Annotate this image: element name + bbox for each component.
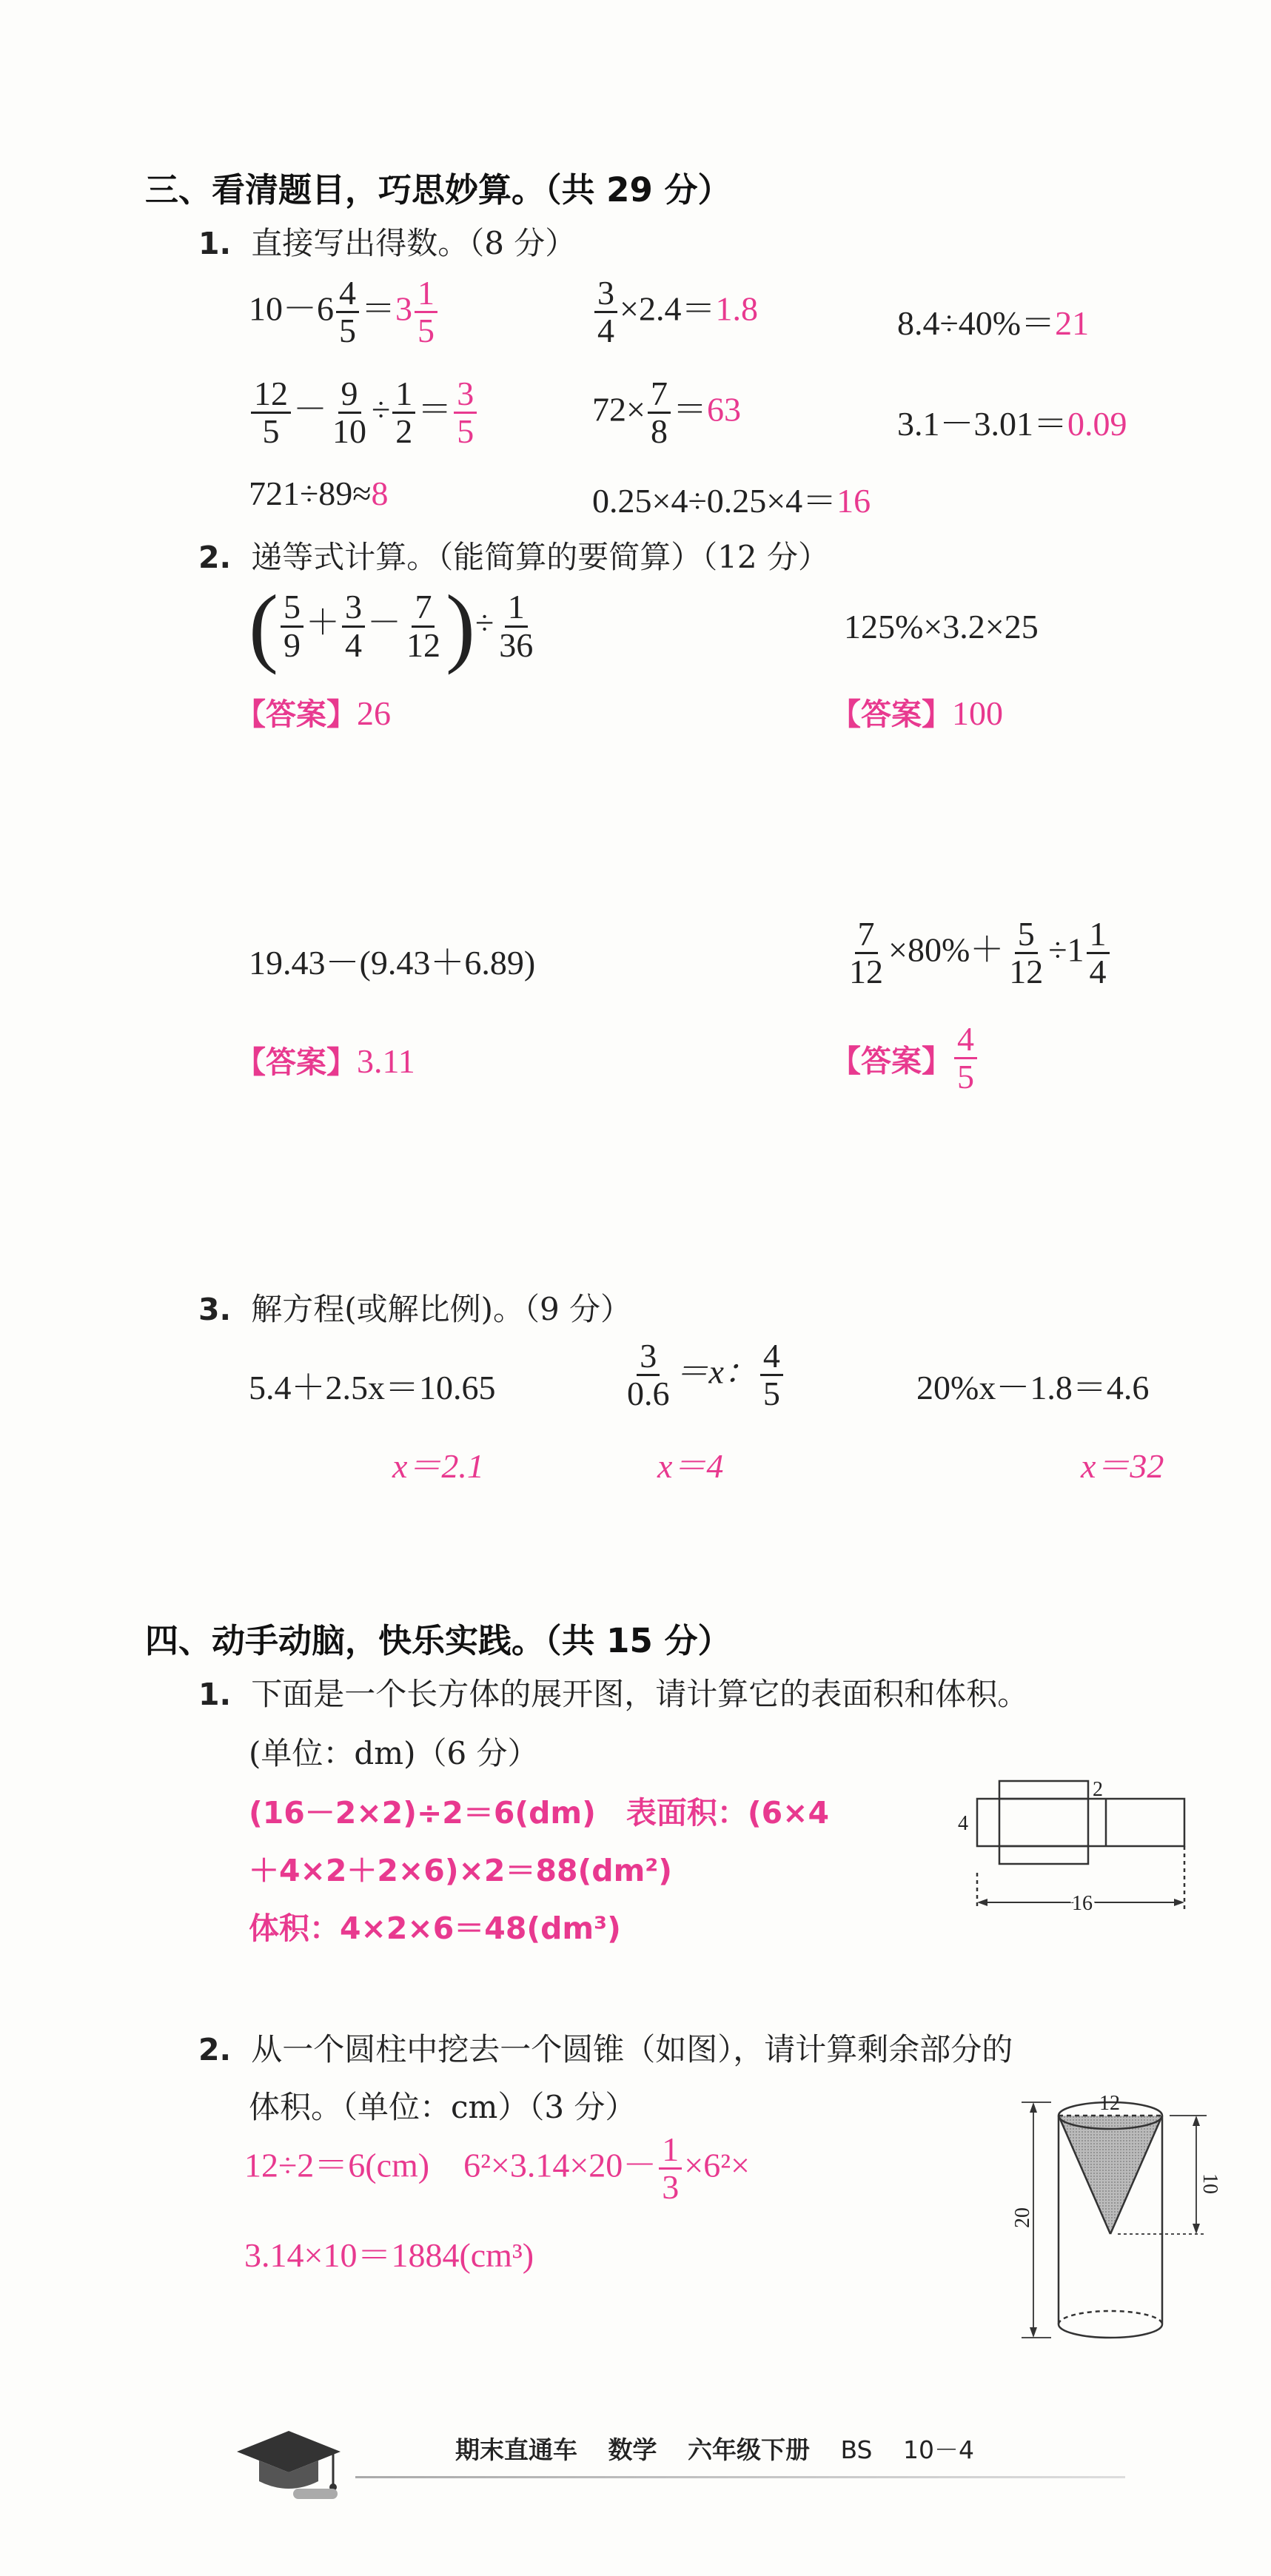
equation-3: 20%x－1.8＝4.6: [916, 1369, 1150, 1406]
arrow-down-icon: [1030, 2327, 1037, 2338]
answer: 21: [1055, 304, 1090, 342]
s4-q1-number: 1.: [198, 1677, 232, 1712]
footer-page: 10－4: [903, 2435, 975, 2464]
answer-value: 3.11: [357, 1042, 415, 1080]
calc-item-7: [249, 474, 389, 513]
calc-item-4: [249, 376, 479, 450]
answer-denominator: 5: [417, 312, 435, 350]
s4-q1-text: 下面是一个长方体的展开图，请计算它的表面积和体积。: [251, 1676, 1029, 1712]
expr: ＝x：: [674, 1352, 758, 1391]
operator: ÷: [372, 390, 391, 429]
denominator: 12: [406, 625, 440, 664]
operator: －: [293, 390, 327, 429]
q3-text: 解方程(或解比例)。（9 分）: [251, 1291, 632, 1327]
s4-q1-answer-line3: 体积：4×2×6＝48(dm³): [249, 1911, 621, 1946]
denominator: 4: [344, 625, 362, 664]
arrow-right-icon: [1174, 1899, 1184, 1906]
answer-1: [235, 690, 391, 734]
footer-grade: 六年级下册: [688, 2435, 810, 2464]
answer-value: 26: [357, 694, 391, 732]
operator: ÷1: [1048, 930, 1084, 969]
answer: 16: [836, 482, 871, 520]
answer: 0.09: [1067, 405, 1127, 443]
q2-number: 2.: [198, 540, 232, 575]
denominator: 4: [1089, 953, 1107, 991]
step-calc-4: [844, 916, 1112, 990]
expr: ×2.4＝: [620, 289, 716, 328]
q1-number: 1.: [198, 226, 232, 261]
answer-tag: 【答案】: [235, 697, 357, 732]
cyl-label-left: 20: [1011, 2207, 1034, 2228]
net-label-bottom: 16: [1072, 1892, 1093, 1915]
answer-expr: ×6²×: [684, 2146, 750, 2184]
operator: ＋: [305, 603, 340, 642]
answer-3: [235, 1038, 415, 1081]
cylinder-cone-figure: [992, 2095, 1236, 2354]
denominator: 12: [1009, 953, 1044, 991]
numerator: 4: [336, 275, 359, 313]
numerator: 1: [392, 376, 415, 414]
arrow-left-icon: [977, 1899, 987, 1906]
answer-expr: 12÷2＝6(cm) 6²×3.14×20－: [244, 2146, 657, 2184]
denominator: 0.6: [627, 1375, 670, 1413]
cyl-label-top: 12: [1099, 2095, 1120, 2115]
calc-item-8: [592, 474, 871, 523]
answer-denominator: 3: [662, 2168, 680, 2207]
footer-divider: [355, 2476, 1125, 2478]
denominator: 36: [499, 625, 534, 664]
denominator: 5: [339, 312, 356, 350]
step-calc-2: 125%×3.2×25: [844, 608, 1039, 645]
equals: ＝: [417, 390, 452, 429]
operator: －: [366, 603, 401, 642]
cyl-label-right: 10: [1198, 2173, 1221, 2194]
calc-item-5: [592, 376, 741, 450]
s4-q2-answer-line1: [244, 2132, 750, 2206]
equals: ＝: [361, 289, 395, 328]
q3-number: 3.: [198, 1292, 232, 1327]
arrow-down-icon: [1193, 2224, 1200, 2234]
s4-q2-number: 2.: [198, 2032, 232, 2067]
calc-item-2: [592, 275, 758, 349]
footer-text: [455, 2431, 974, 2466]
answer-tag: 【答案】: [831, 697, 952, 732]
numerator: 5: [281, 589, 304, 627]
answer-denominator: 5: [457, 412, 474, 451]
expr: 721÷89≈: [249, 474, 372, 512]
arrow-up-icon: [1193, 2116, 1200, 2126]
equation-1-answer: x＝2.1: [392, 1447, 484, 1485]
s4-q2-heading: [198, 2025, 1013, 2070]
numerator: 1: [1087, 916, 1110, 954]
equation-2-answer: x＝4: [657, 1447, 724, 1485]
expr: 8.4÷40%＝: [897, 304, 1056, 342]
calc-item-3: [897, 296, 1089, 345]
s4-q2-text2: 体积。（单位：cm）（3 分）: [249, 2089, 637, 2125]
numerator: 3: [637, 1338, 660, 1376]
denominator: 8: [650, 412, 668, 451]
equation-1: 5.4＋2.5x＝10.65: [249, 1369, 496, 1406]
section4-title: 四、动手动脑，快乐实践。（共 15 分）: [145, 1621, 731, 1660]
expr: 72×: [592, 390, 645, 429]
arrow-up-icon: [1030, 2102, 1037, 2113]
s4-q2-answer-line2: 3.14×10＝1884(cm³): [244, 2236, 534, 2274]
cone-shape: [1059, 2116, 1162, 2234]
graduation-cap-logo-icon: [229, 2421, 348, 2509]
cuboid-net-figure: [948, 1777, 1214, 1932]
net-label-top: 2: [1093, 1778, 1103, 1801]
equation-2: [622, 1338, 785, 1412]
answer: 3: [395, 289, 412, 328]
denominator: 9: [283, 625, 301, 664]
answer-4: [831, 1022, 979, 1096]
step-calc-3: 19.43－(9.43＋6.89): [249, 944, 536, 982]
answer-tag: 【答案】: [235, 1044, 357, 1080]
answer-numerator: 1: [415, 275, 437, 313]
expr: 10－6: [249, 289, 334, 328]
q2-text: 递等式计算。（能简算的要简算）（12 分）: [251, 539, 829, 575]
s4-q2-text: 从一个圆柱中挖去一个圆锥（如图），请计算剩余部分的: [251, 2031, 1013, 2067]
equals: ＝: [672, 390, 707, 429]
answer-tag: 【答案】: [831, 1043, 952, 1079]
right-paren: ): [445, 577, 475, 675]
numerator: 3: [594, 275, 617, 313]
q2-heading: [198, 533, 829, 577]
denominator: 12: [849, 953, 883, 991]
denominator: 4: [597, 312, 614, 350]
numerator: 3: [342, 589, 365, 627]
numerator: 12: [251, 376, 291, 414]
answer: 1.8: [715, 289, 758, 328]
calc-item-6: [897, 397, 1127, 446]
answer-numerator: 3: [454, 376, 477, 414]
s4-q1-answer-line2: ＋4×2＋2×6)×2＝88(dm²): [249, 1853, 672, 1888]
answer-2: [831, 690, 1003, 734]
step-calc-1: [249, 577, 538, 675]
denominator: 2: [395, 412, 413, 451]
equation-3-answer: x＝32: [1081, 1447, 1164, 1485]
q1-heading: [198, 219, 576, 264]
numerator: 7: [855, 916, 878, 954]
left-paren: (: [249, 577, 278, 675]
numerator: 7: [648, 376, 671, 414]
s4-q1-text2: (单位：dm)（6 分）: [249, 1735, 539, 1771]
numerator: 5: [1015, 916, 1038, 954]
operator: ÷: [474, 603, 494, 642]
denominator: 5: [762, 1375, 780, 1413]
expr: 0.25×4÷0.25×4＝: [592, 482, 837, 520]
footer-book: 期末直通车: [455, 2435, 577, 2464]
denominator: 5: [262, 412, 280, 451]
numerator: 4: [760, 1338, 783, 1376]
expr: 3.1－3.01＝: [897, 405, 1067, 443]
q1-text: 直接写出得数。（8 分）: [251, 225, 577, 261]
answer-denominator: 5: [957, 1058, 974, 1096]
s4-q1-answer-line1: (16－2×2)÷2＝6(dm) 表面积：(6×4: [249, 1795, 830, 1831]
footer-edition: BS: [840, 2435, 873, 2464]
numerator: 9: [338, 376, 361, 414]
denominator: 10: [332, 412, 366, 451]
expr: ×80%＋: [888, 930, 1005, 969]
answer-value: 100: [952, 694, 1003, 732]
answer-numerator: 1: [659, 2132, 682, 2170]
answer: 8: [371, 474, 389, 512]
net-label-left: 4: [958, 1812, 968, 1835]
numerator: 7: [412, 589, 435, 627]
section3-title: 三、看清题目，巧思妙算。（共 29 分）: [145, 170, 731, 209]
q3-heading: [198, 1285, 631, 1329]
answer: 63: [706, 390, 741, 429]
s4-q1-heading: [198, 1670, 1028, 1714]
numerator: 1: [505, 589, 528, 627]
footer-subject: 数学: [608, 2435, 657, 2464]
calc-item-1: [249, 275, 440, 349]
answer-numerator: 4: [954, 1022, 977, 1059]
